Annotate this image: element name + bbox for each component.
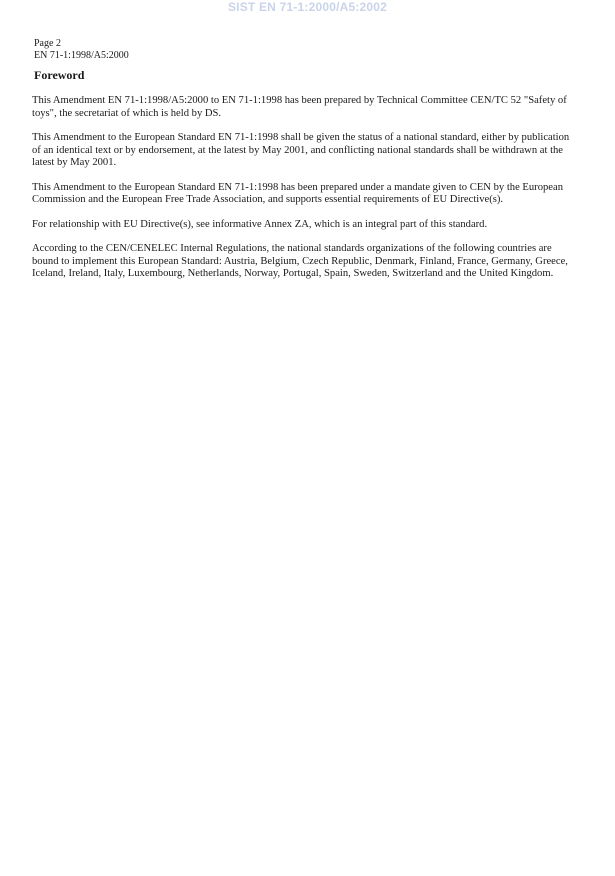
foreword-body [32,95,572,293]
document-reference: EN 71-1:1998/A5:2000 [34,50,129,61]
watermark: SIST EN 71-1:2000/A5:2002 [227,0,388,14]
paragraph-directive-relationship: For relationship with EU Directive(s), see informative Annex ZA, which is an integral part of this standard. [32,218,488,230]
foreword-title: Foreword [34,68,85,82]
paragraph-committee: This Amendment EN 71-1:1998/A5:2000 to EN 71-1:1998 has been prepared by Technical Committee CEN/TC 52 "Safety of toys", the secretariat of which is held by DS. [32,95,567,119]
page-number: Page 2 [34,38,61,49]
page-header [34,38,129,62]
paragraph-mandate: This Amendment to the European Standard EN 71-1:1998 has been prepared under a mandate given to CEN by the European Commission and the European Free Trade Association, and supports essential requirements of EU Directive(s). [32,181,564,205]
paragraph-national-status: This Amendment to the European Standard EN 71-1:1998 shall be given the status of a national standard, either by publication of an identical text or by endorsement, at the latest by May 2001, and conflicting national standards shall be withdrawn at the latest by May 2001. [32,132,570,168]
paragraph-implementing-countries: According to the CEN/CENELEC Internal Regulations, the national standards organizations of the following countries are bound to implement this European Standard: Austria, Belgium, Czech Republic, Denmark, Finland, France, Germany, Greece, Iceland, Ireland, Italy, Luxembourg, Netherlands, Norway, Portugal, Spain, Sweden, Switzerland and the United Kingdom. [32,243,568,279]
